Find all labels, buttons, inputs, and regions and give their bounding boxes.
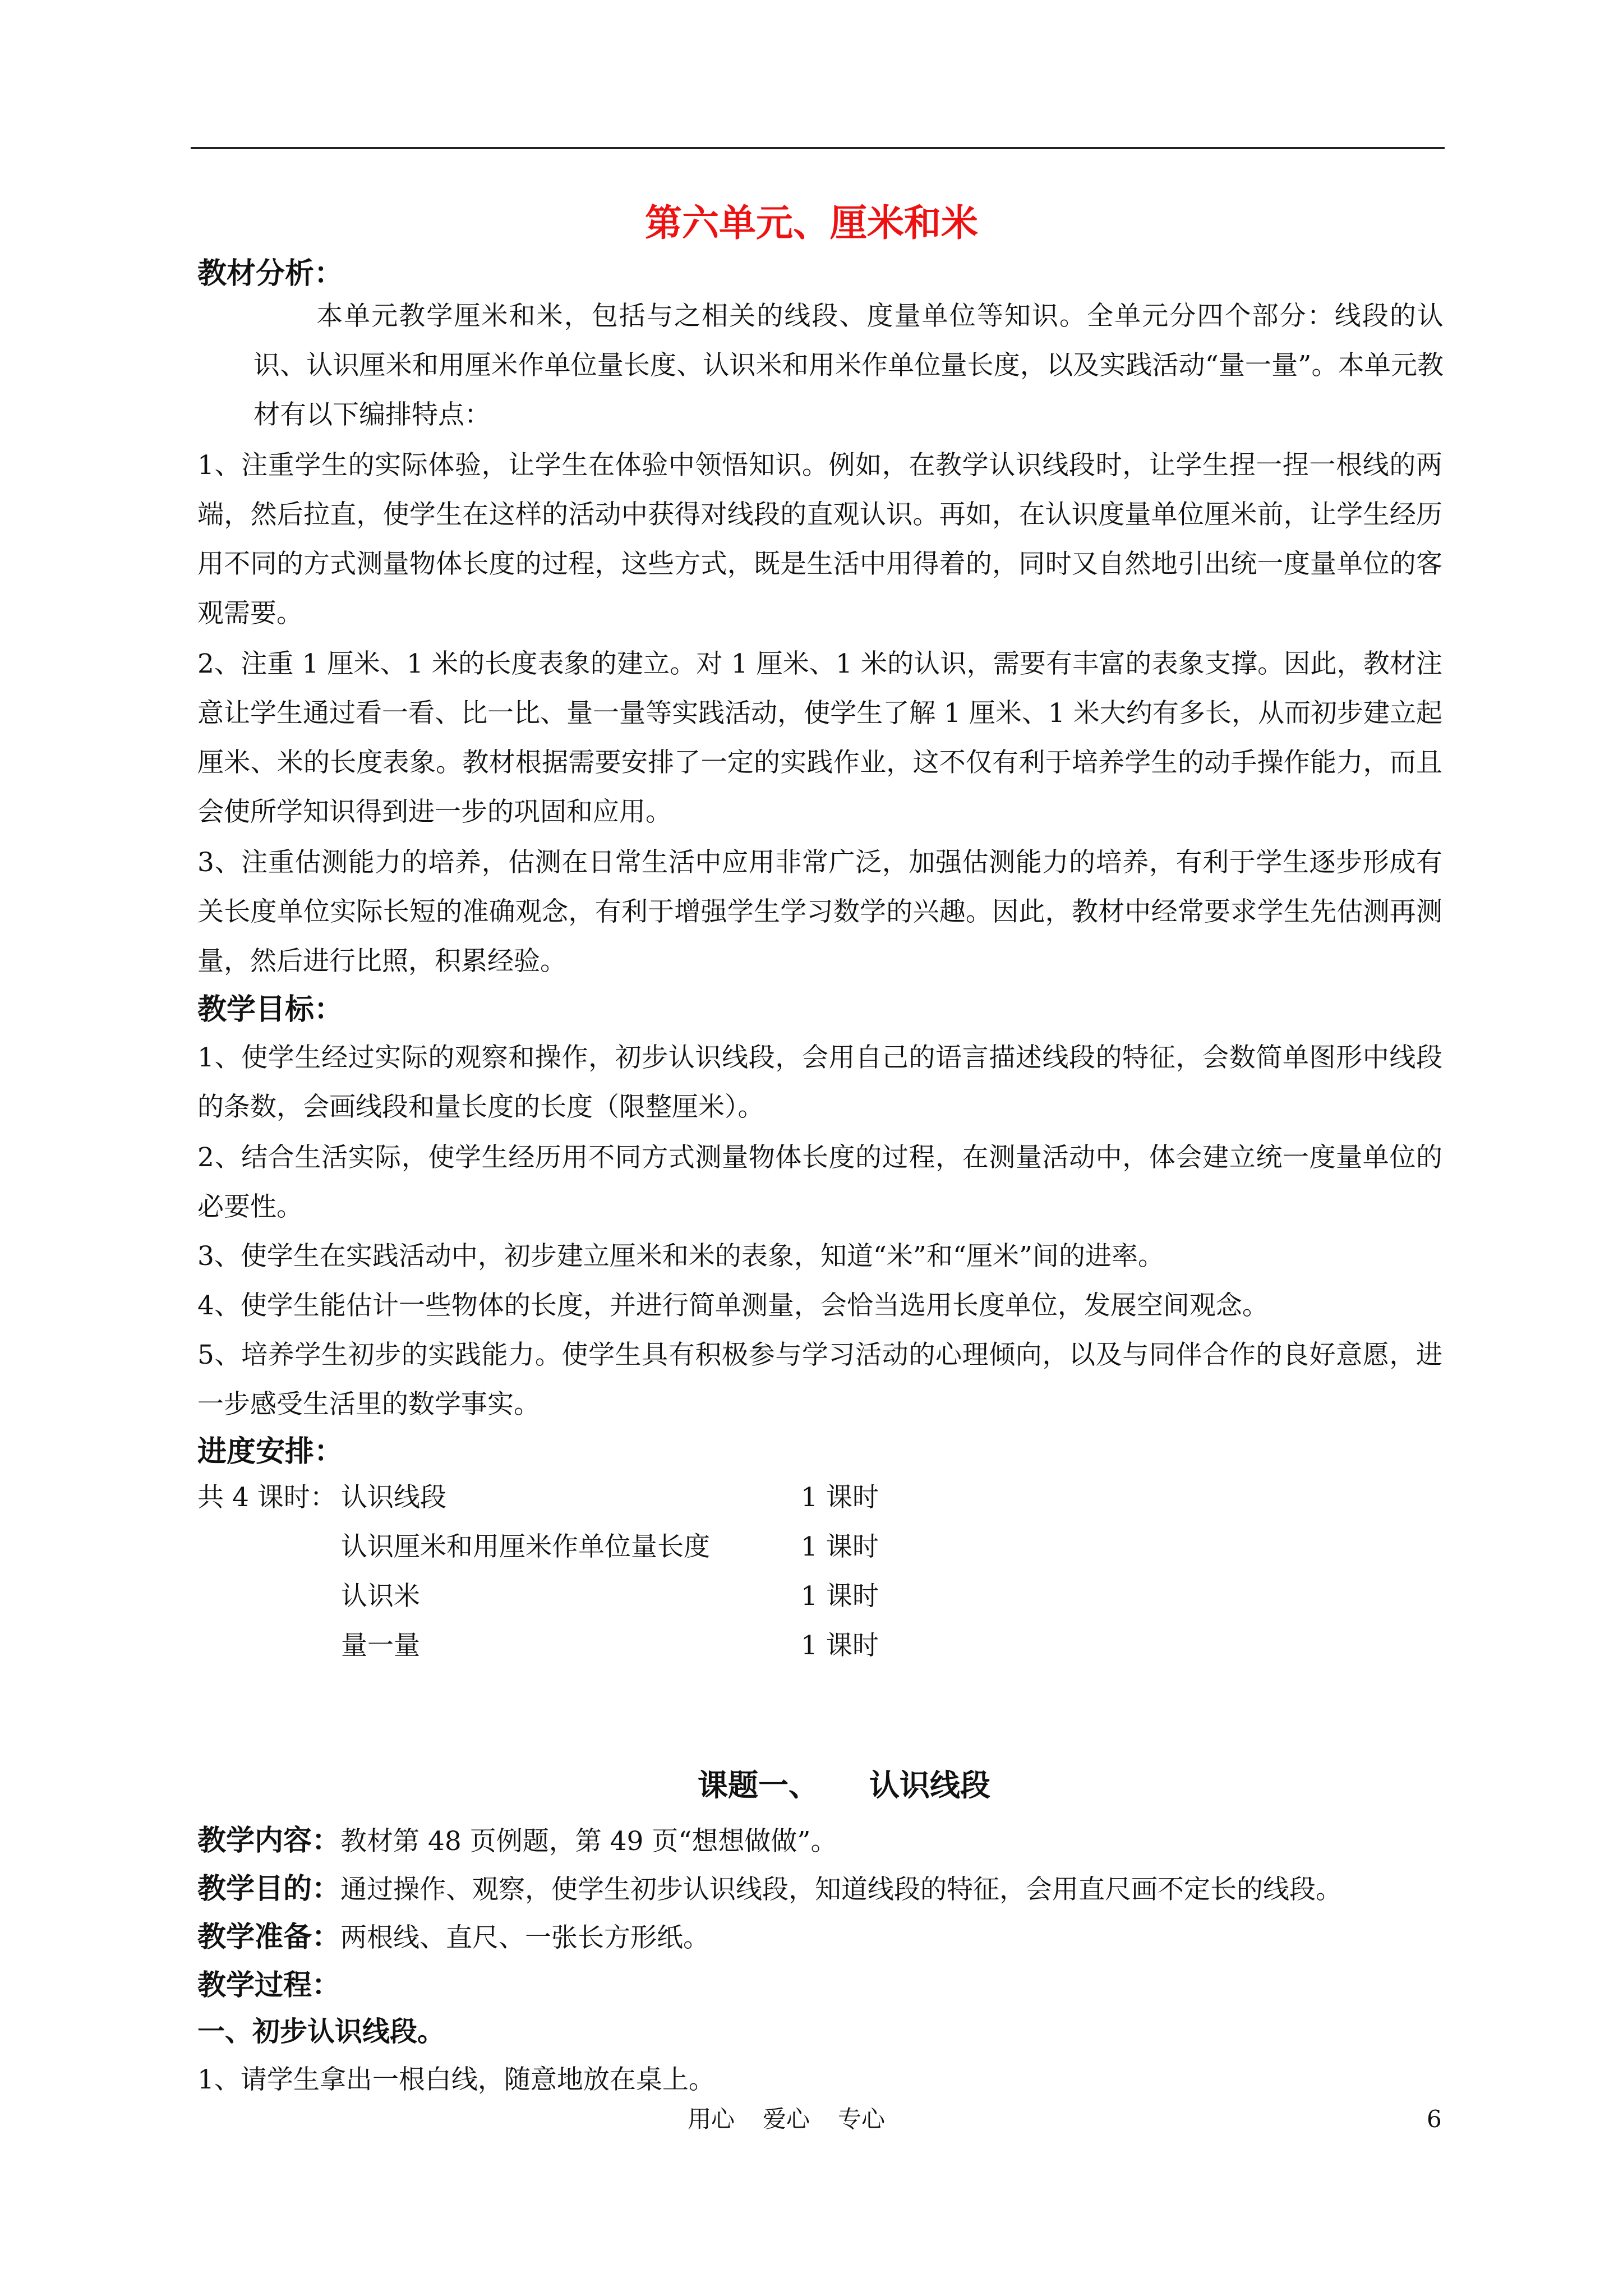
analysis-point-3: 3、注重估测能力的培养，估测在日常生活中应用非常广泛，加强估测能力的培养，有利于学生逐步形成有关长度单位实际长短的准确观念，有利于增强学生学习数学的兴趣。因此，教材中经常要求学生先估测再测量，然后进行比照，积累经验。 — [197, 847, 1442, 977]
lesson-prep: 两根线、直尺、一张长方形纸。 — [340, 1922, 710, 1953]
footer-slogan-1: 用心 — [688, 2105, 735, 2133]
schedule-hours-4: 1 课时 — [801, 1630, 879, 1661]
schedule-topic-1: 认识线段 — [341, 1482, 446, 1513]
goal-4: 4、使学生能估计一些物体的长度，并进行简单测量，会恰当选用长度单位，发展空间观念。 — [197, 1290, 1269, 1321]
lesson-objective: 通过操作、观察，使学生初步认识线段，知道线段的特征，会用直尺画不定长的线段。 — [340, 1874, 1343, 1905]
schedule-hours-1: 1 课时 — [801, 1482, 879, 1513]
schedule-hours-3: 1 课时 — [801, 1581, 879, 1612]
unit-title: 第六单元、厘米和米 — [645, 201, 978, 245]
lesson-process-line — [197, 1961, 340, 2011]
lesson-prep-label: 教学准备： — [197, 1921, 341, 1954]
schedule-topic-2: 认识厘米和用厘米作单位量长度 — [341, 1531, 710, 1562]
header-rule — [191, 147, 1445, 149]
step-1: 1、请学生拿出一根白线，随意地放在桌上。 — [197, 2064, 715, 2095]
goal-5: 5、培养学生初步的实践能力。使学生具有积极参与学习活动的心理倾向，以及与同伴合作的良好意愿，进一步感受生活里的数学事实。 — [197, 1340, 1442, 1420]
goal-3: 3、使学生在实践活动中，初步建立厘米和米的表象，知道“米”和“厘米”间的进率。 — [197, 1241, 1165, 1272]
lesson-number: 课题一、 — [698, 1768, 819, 1803]
schedule-heading: 进度安排： — [197, 1435, 344, 1469]
goal-1: 1、使学生经过实际的观察和操作，初步认识线段，会用自己的语言描述线段的特征，会数简单图形中线段的条数，会画线段和量长度的长度（限整厘米）。 — [197, 1042, 1442, 1122]
lesson-content: 教材第 48 页例题，第 49 页“想想做做”。 — [340, 1826, 837, 1857]
lesson-prep-line — [197, 1913, 709, 1963]
schedule-topic-4: 量一量 — [341, 1630, 420, 1661]
step-heading: 一、初步认识线段。 — [197, 2016, 445, 2047]
analysis-intro — [253, 292, 1444, 440]
schedule-hours-2: 1 课时 — [801, 1531, 879, 1562]
footer-slogan-3: 专心 — [838, 2105, 886, 2133]
lesson-title — [698, 1760, 990, 1811]
lesson-content-line — [197, 1816, 837, 1866]
analysis-intro-text: 本单元教学厘米和米，包括与之相关的线段、度量单位等知识。全单元分四个部分：线段的认识、认识厘米和用厘米作单位量长度、认识米和用米作单位量长度，以及实践活动“量一量”。本单元教材有以下编排特点： — [253, 301, 1444, 430]
analysis-heading: 教材分析： — [197, 257, 344, 291]
lesson-name: 认识线段 — [869, 1768, 990, 1803]
lesson-process-label: 教学过程： — [197, 1969, 341, 2002]
schedule-prefix: 共 4 课时： — [197, 1482, 336, 1513]
lesson-objective-label: 教学目的： — [197, 1872, 341, 1906]
goals-heading: 教学目标： — [197, 993, 344, 1027]
lesson-content-label: 教学内容： — [197, 1824, 341, 1857]
footer-slogan-2: 爱心 — [763, 2105, 810, 2133]
schedule-topic-3: 认识米 — [341, 1581, 420, 1612]
page-number: 6 — [1427, 2105, 1442, 2133]
goal-2: 2、结合生活实际，使学生经历用不同方式测量物体长度的过程，在测量活动中，体会建立统一度量单位的必要性。 — [197, 1142, 1442, 1222]
footer-slogan — [688, 2102, 885, 2136]
lesson-objective-line — [197, 1865, 1342, 1915]
analysis-point-1: 1、注重学生的实际体验，让学生在体验中领悟知识。例如，在教学认识线段时，让学生捏一捏一根线的两端，然后拉直，使学生在这样的活动中获得对线段的直观认识。再如，在认识度量单位厘米前，让学生经历用不同的方式测量物体长度的过程，这些方式，既是生活中用得着的，同时又自然地引出统一度量单位的客观需要。 — [197, 450, 1442, 629]
analysis-point-2: 2、注重 1 厘米、1 米的长度表象的建立。对 1 厘米、1 米的认识，需要有丰富的表象支撑。因此，教材注意让学生通过看一看、比一比、量一量等实践活动，使学生了解 1 厘米、1 米大约有多长，从而初步建立起厘米、米的长度表象。教材根据需要安排了一定的实践作业，这不仅有利于培养学生的动手操作能力，而且会使所学知识得到进一步的巩固和应用。 — [197, 648, 1442, 827]
